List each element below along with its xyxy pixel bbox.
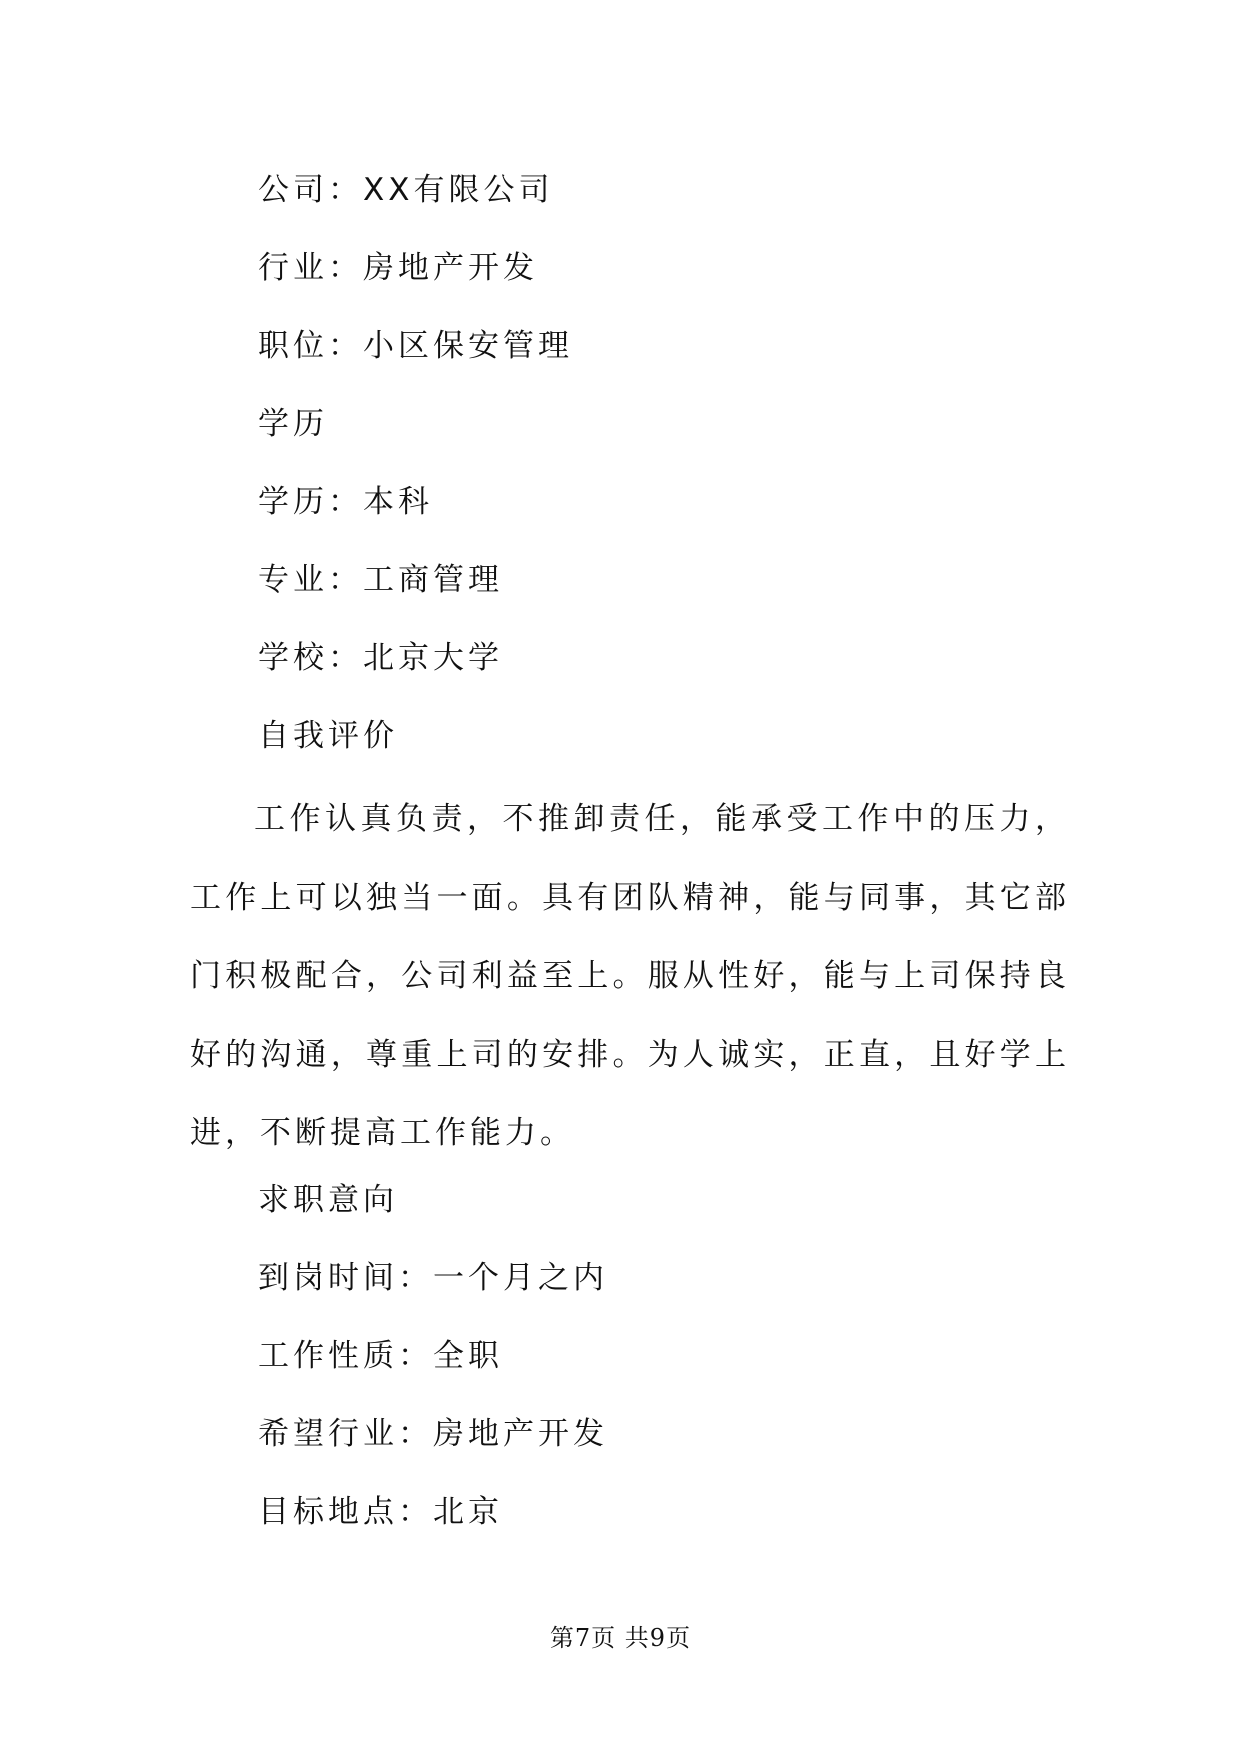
target-location-line: 目标地点：北京: [258, 1494, 503, 1530]
page-number-footer: 第7页 共9页: [549, 1624, 692, 1652]
school-line: 学校：北京大学: [258, 640, 503, 676]
self-evaluation-heading: 自我评价: [258, 718, 398, 754]
job-intention-heading: 求职意向: [258, 1182, 398, 1218]
self-evaluation-paragraph: 工作认真负责，不推卸责任，能承受工作中的压力，工作上可以独当一面。具有团队精神，能与同事，其它部门积极配合，公司利益至上。服从性好，能与上司保持良好的沟通，尊重上司的安排。为人诚实，正直，且好学上进，不断提高工作能力。: [190, 801, 1070, 1151]
arrival-time-line: 到岗时间：一个月之内: [258, 1260, 608, 1296]
education-heading: 学历: [258, 406, 328, 442]
position-line: 职位：小区保安管理: [258, 328, 573, 364]
company-line: 公司：XX有限公司: [258, 172, 554, 208]
desired-industry-line: 希望行业：房地产开发: [258, 1416, 608, 1452]
degree-line: 学历：本科: [258, 484, 433, 520]
job-type-line: 工作性质：全职: [258, 1338, 503, 1374]
industry-line: 行业：房地产开发: [258, 250, 538, 286]
major-line: 专业：工商管理: [258, 562, 503, 598]
